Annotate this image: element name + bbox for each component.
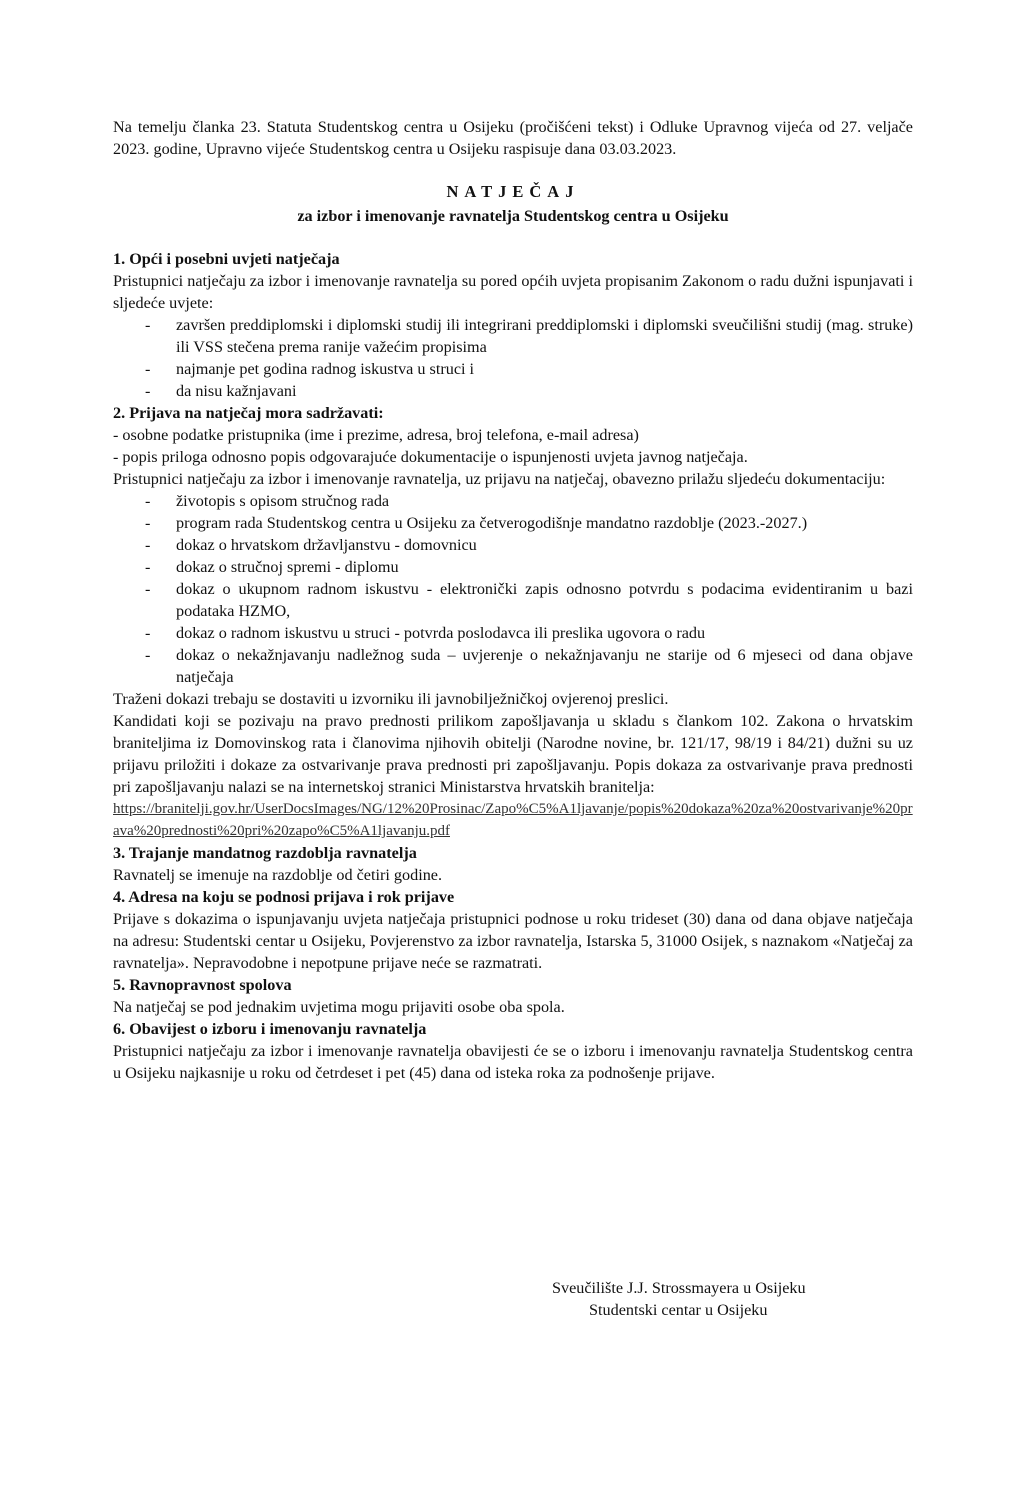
list-item: - životopis s opisom stručnog rada: [113, 490, 913, 512]
list-item: - program rada Studentskog centra u Osijeku za četverogodišnje mandatno razdoblje (2023.-2027.): [113, 512, 913, 534]
section-1-text: Pristupnici natječaju za izbor i imenovanje ravnatelja su pored općih uvjeta propisanim Zakonom o radu dužni ispunjavati i sljedeće uvjete:: [113, 272, 913, 312]
section-2-after-2: Kandidati koji se pozivaju na pravo prednosti prilikom zapošljavanja u skladu s člankom 102. Zakona o hrvatskim braniteljima iz Domovinskog rata i članovima njihovih obitelji (Narodne novine, br. 121/17, 98/19 i 84/21) dužni su uz prijavu priložiti i dokaze za ostvarivanje prava prednosti pri zapošljavanju. Popis dokaza za ostvarivanje prava prednosti pri zapošljavanju nalazi se na internetskoj stranici Ministarstva hrvatskih branitelja:: [113, 712, 913, 796]
section-1-heading: 1. Opći i posebni uvjeti natječaja: [113, 250, 340, 268]
list-item: - dokaz o radnom iskustvu u struci - potvrda poslodavca ili preslika ugovora o radu: [113, 622, 913, 644]
section-5-heading: 5. Ravnopravnost spolova: [113, 976, 292, 994]
section-2-text: Pristupnici natječaju za izbor i imenovanje ravnatelja, uz prijavu na natječaj, obavezno prilažu sljedeću dokumentaciju:: [113, 470, 886, 488]
signature-block: [552, 1277, 882, 1321]
document-subtitle: za izbor i imenovanje ravnatelja Studentskog centra u Osijeku: [297, 207, 729, 225]
ministry-link[interactable]: https://branitelji.gov.hr/UserDocsImages/NG/12%20Prosinac/Zapo%C5%A1ljavanje/popis%20dokaza%20za%20ostvarivanje%20prava%20prednosti%20pri%20zapo%C5%A1ljavanju.pdf: [113, 801, 913, 839]
intro-paragraph: Na temelju članka 23. Statuta Studentskog centra u Osijeku (pročišćeni tekst) i Odluke Upravnog vijeća od 27. veljače 2023. godine, Upravno vijeće Studentskog centra u Osijeku raspisuje dana 03.03.2023.: [113, 118, 913, 158]
section-1-list: [113, 314, 913, 402]
list-item: - dokaz o hrvatskom državljanstvu - domovnicu: [113, 534, 913, 556]
section-3-heading: 3. Trajanje mandatnog razdoblja ravnatelja: [113, 844, 417, 862]
list-item: - najmanje pet godina radnog iskustva u struci i: [113, 358, 913, 380]
list-item: - da nisu kažnjavani: [113, 380, 913, 402]
section-6-heading: 6. Obavijest o izboru i imenovanju ravnatelja: [113, 1020, 427, 1038]
document-title: NATJEČAJ: [446, 182, 580, 201]
signature-line-2: Studentski centar u Osijeku: [589, 1301, 768, 1319]
section-4-heading: 4. Adresa na koju se podnosi prijava i rok prijave: [113, 888, 455, 906]
list-item: - dokaz o nekažnjavanju nadležnog suda – uvjerenje o nekažnjavanju ne starije od 6 mjeseci od dana objave natječaja: [113, 644, 913, 688]
signature-line-1: Sveučilište J.J. Strossmayera u Osijeku: [552, 1279, 806, 1297]
section-4-text: Prijave s dokazima o ispunjavanju uvjeta natječaja pristupnici podnose u roku trideset (30) dana od dana objave natječaja na adresu: Studentski centar u Osijeku, Povjerenstvo za izbor ravnatelja, Istarska 5, 31000 Osijek, s naznakom «Natječaj za ravnatelja». Nepravodobne i nepotpune prijave neće se razmatrati.: [113, 910, 913, 972]
section-2-line-1: - osobne podatke pristupnika (ime i prezime, adresa, broj telefona, e-mail adresa): [113, 426, 639, 444]
document-content: [113, 116, 913, 1084]
list-item: - dokaz o stručnoj spremi - diplomu: [113, 556, 913, 578]
list-item: - završen preddiplomski i diplomski studij ili integrirani preddiplomski i diplomski sveučilišni studij (mag. struke) ili VSS stečena prema ranije važećim propisima: [113, 314, 913, 358]
list-item: - dokaz o ukupnom radnom iskustvu - elektronički zapis odnosno potvrdu s podacima evidentiranim u bazi podataka HZMO,: [113, 578, 913, 622]
section-2-heading: 2. Prijava na natječaj mora sadržavati:: [113, 404, 384, 422]
section-3-text: Ravnatelj se imenuje na razdoblje od četiri godine.: [113, 866, 443, 884]
section-6-text: Pristupnici natječaju za izbor i imenovanje ravnatelja obavijesti će se o izboru i imenovanju ravnatelja Studentskog centra u Osijeku najkasnije u roku od četrdeset i pet (45) dana od isteka roka za podnošenje prijave.: [113, 1042, 913, 1082]
section-2-line-2: - popis priloga odnosno popis odgovarajuće dokumentacije o ispunjenosti uvjeta javnog natječaja.: [113, 448, 748, 466]
section-2-after-1: Traženi dokazi trebaju se dostaviti u izvorniku ili javnobilježničkoj ovjerenoj preslici.: [113, 690, 669, 708]
section-5-text: Na natječaj se pod jednakim uvjetima mogu prijaviti osobe oba spola.: [113, 998, 565, 1016]
section-2-list: [113, 490, 913, 688]
